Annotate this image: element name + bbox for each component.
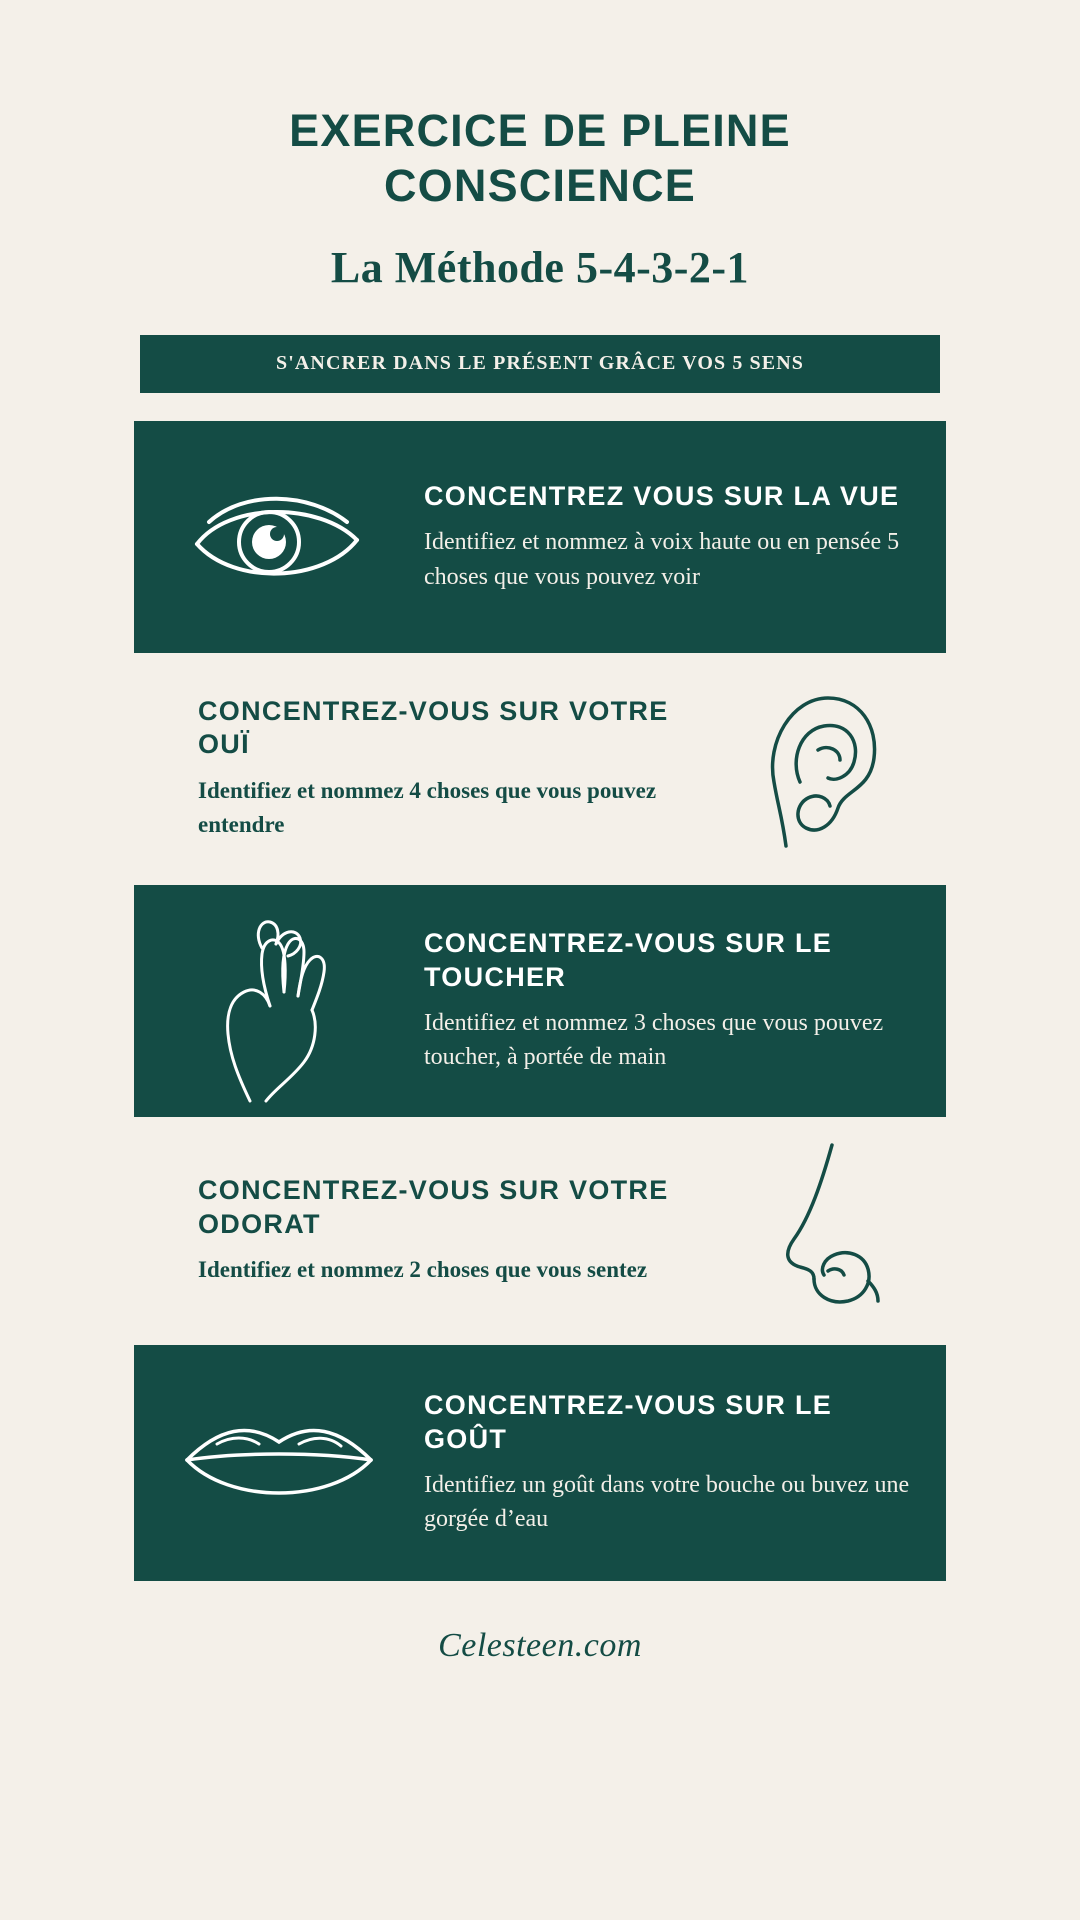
odorat-desc: Identifiez et nommez 2 choses que vous sentez xyxy=(198,1257,648,1282)
vue-desc: Identifiez et nommez à voix haute ou en pensée 5 choses que vous pouvez voir xyxy=(424,529,900,590)
nose-icon xyxy=(756,1141,886,1321)
sense-block-gout xyxy=(134,1345,946,1581)
page-subtitle: La Méthode 5-4-3-2-1 xyxy=(330,242,750,292)
footer xyxy=(0,1627,1080,1665)
ouie-text xyxy=(134,695,696,843)
toucher-text xyxy=(424,927,946,1074)
toucher-desc: Identifiez et nommez 3 choses que vous pouvez toucher, à portée de main xyxy=(424,1010,884,1071)
eye-icon-cell xyxy=(134,482,424,592)
sense-block-toucher xyxy=(134,885,946,1117)
header xyxy=(0,0,1080,293)
hand-icon xyxy=(204,896,354,1106)
odorat-text xyxy=(134,1174,696,1287)
hand-icon-cell xyxy=(134,896,424,1106)
lips-icon xyxy=(179,1408,379,1518)
brand-suffix: .com xyxy=(574,1626,642,1664)
brand-name: Celesteen xyxy=(438,1626,575,1664)
vue-text xyxy=(424,480,946,594)
vue-title: CONCENTREZ VOUS SUR LA VUE xyxy=(424,480,900,511)
ear-icon xyxy=(756,686,886,851)
gout-text xyxy=(424,1389,946,1536)
banner xyxy=(140,335,940,393)
banner-text: S'ANCRER DANS LE PRÉSENT GRÂCE VOS 5 SENS xyxy=(276,352,804,375)
odorat-title: CONCENTREZ-VOUS SUR VOTRE ODORAT xyxy=(198,1175,669,1239)
ouie-desc: Identifiez et nommez 4 choses que vous pouvez entendre xyxy=(198,777,657,838)
nose-icon-cell xyxy=(696,1141,946,1321)
gout-title: CONCENTREZ-VOUS SUR LE GOÛT xyxy=(424,1390,833,1454)
sense-block-vue xyxy=(134,421,946,653)
sense-block-odorat xyxy=(134,1133,946,1329)
gout-desc: Identifiez un goût dans votre bouche ou buvez une gorgée d’eau xyxy=(424,1472,910,1533)
page-title: EXERCICE DE PLEINE CONSCIENCE xyxy=(289,105,791,211)
toucher-title: CONCENTREZ-VOUS SUR LE TOUCHER xyxy=(424,928,833,992)
sense-block-ouie xyxy=(134,671,946,867)
eye-icon xyxy=(189,482,369,592)
lips-icon-cell xyxy=(134,1408,424,1518)
ouie-title: CONCENTREZ-VOUS SUR VOTRE OUÏ xyxy=(198,695,669,760)
ear-icon-cell xyxy=(696,686,946,851)
